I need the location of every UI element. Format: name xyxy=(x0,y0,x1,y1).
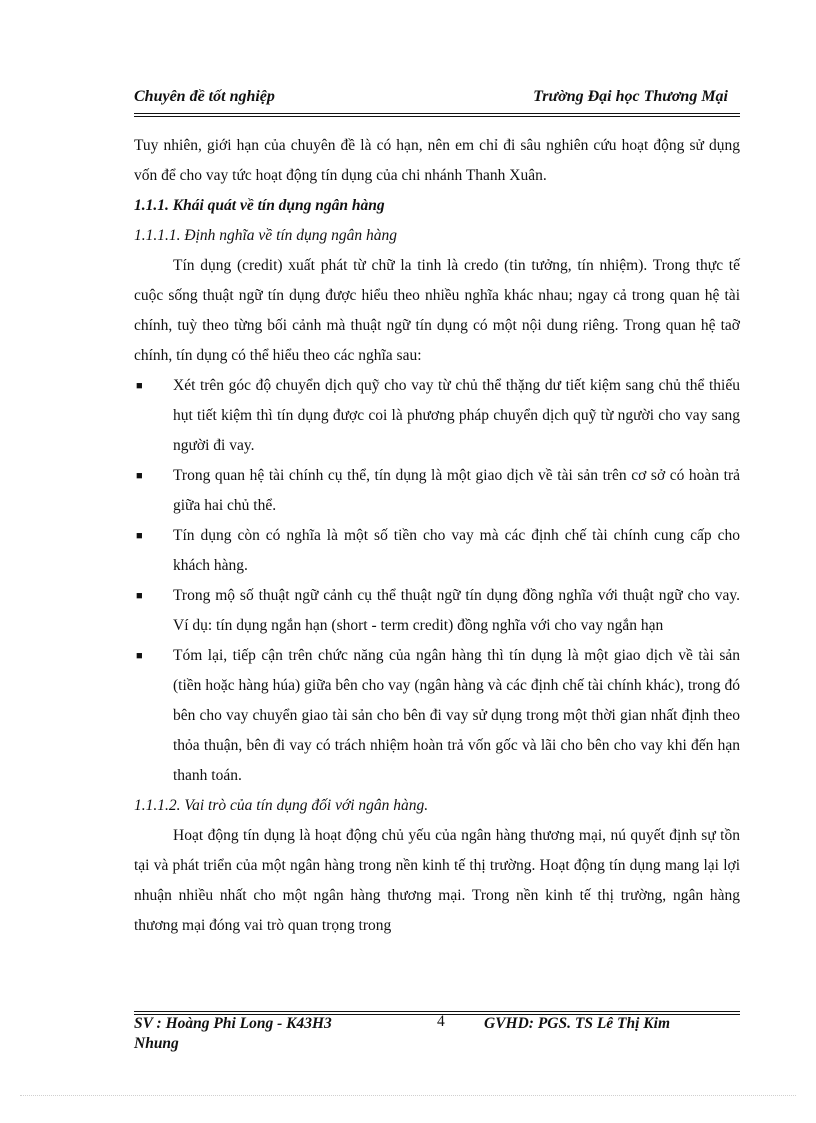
page-body xyxy=(134,131,740,941)
footer-supervisor-continued: Nhung xyxy=(134,1035,179,1052)
list-item-text: Tín dụng còn có nghĩa là một số tiền cho vay mà các định chế tài chính cung cấp cho khách hàng. xyxy=(173,527,740,574)
footer-supervisor: GVHD: PGS. TS Lê Thị Kim xyxy=(484,1015,671,1032)
bullet-square-icon: ■ xyxy=(136,530,143,542)
footer-rule xyxy=(134,1011,740,1012)
list-item-text: Tóm lại, tiếp cận trên chức năng của ngân hàng thì tín dụng là một giao dịch về tài sản (tiền hoặc hàng húa) giữa bên cho vay (ngân hàng và các định chế tài chính khác), trong đó bên cho vay chuyển giao tài sản cho bên đi vay sử dụng trong một thời gian nhất định theo thỏa thuận, bên đi vay có trách nhiệm hoàn trả vốn gốc và lãi cho bên cho vay khi đến hạn thanh toán. xyxy=(173,647,740,784)
list-item-text: Trong quan hệ tài chính cụ thể, tín dụng là một giao dịch về tài sản trên cơ sở có hoàn trả giữa hai chủ thể. xyxy=(173,467,740,514)
bullet-square-icon: ■ xyxy=(136,380,143,392)
section-heading-1-1-1: 1.1.1. Khái quát về tín dụng ngân hàng xyxy=(134,197,385,214)
header-rule xyxy=(134,113,740,114)
role-paragraph: Hoạt động tín dụng là hoạt động chủ yếu của ngân hàng thương mại, nú quyết định sự tồn tại và phát triển của một ngân hàng trong nền kinh tế thị trường. Hoạt động tín dụng mang lại lợi nhuận nhiều nhất cho một ngân hàng thương mại. Trong nền kinh tế thị trường, ngân hàng thương mại đóng vai trò quan trọng trong xyxy=(134,827,740,934)
definition-paragraph: Tín dụng (credit) xuất phát từ chữ la tinh là credo (tin tưởng, tín nhiệm). Trong thực tế cuộc sống thuật ngữ tín dụng được hiểu theo nhiều nghĩa khác nhau; ngay cả trong quan hệ tài chính, tuỳ theo từng bối cảnh mà thuật ngữ tín dụng có một nội dung riêng. Trong quan hệ taỡ chính, tín dụng có thể hiểu theo các nghĩa sau: xyxy=(134,257,740,364)
page-number: 4 xyxy=(437,1013,445,1030)
bullet-square-icon: ■ xyxy=(136,590,143,602)
section-heading-1-1-1-2: 1.1.1.2. Vai trò của tín dụng đối với ngân hàng. xyxy=(134,797,429,814)
list-item xyxy=(134,581,740,641)
intro-paragraph: Tuy nhiên, giới hạn của chuyên đề là có hạn, nên em chỉ đi sâu nghiên cứu hoạt động sử dụng vốn để cho vay tức hoạt động tín dụng của chi nhánh Thanh Xuân. xyxy=(134,137,740,184)
header-title-right: Trường Đại học Thương Mại xyxy=(533,88,728,105)
list-item xyxy=(134,461,740,521)
header-title-left: Chuyên đề tốt nghiệp xyxy=(134,88,275,105)
list-item xyxy=(134,371,740,461)
footer-student: SV : Hoàng Phi Long - K43H3 xyxy=(134,1015,332,1032)
page-header xyxy=(134,88,740,110)
list-item-text: Xét trên góc độ chuyển dịch quỹ cho vay từ chủ thể thặng dư tiết kiệm sang chủ thể thiếu hụt tiết kiệm thì tín dụng được coi là phương pháp chuyển dịch quỹ từ người cho vay sang người đi vay. xyxy=(173,377,740,454)
bullet-square-icon: ■ xyxy=(136,650,143,662)
list-item xyxy=(134,521,740,581)
bullet-square-icon: ■ xyxy=(136,470,143,482)
section-heading-1-1-1-1: 1.1.1.1. Định nghĩa về tín dụng ngân hàng xyxy=(134,227,398,244)
page-edge-divider xyxy=(20,1095,796,1096)
list-item-text: Trong mộ số thuật ngữ cảnh cụ thể thuật ngữ tín dụng đồng nghĩa với thuật ngữ cho vay. Ví dụ: tín dụng ngắn hạn (short - term credit) đồng nghĩa với cho vay ngắn hạn xyxy=(173,587,740,634)
list-item xyxy=(134,641,740,791)
header-rule-double xyxy=(134,116,740,117)
